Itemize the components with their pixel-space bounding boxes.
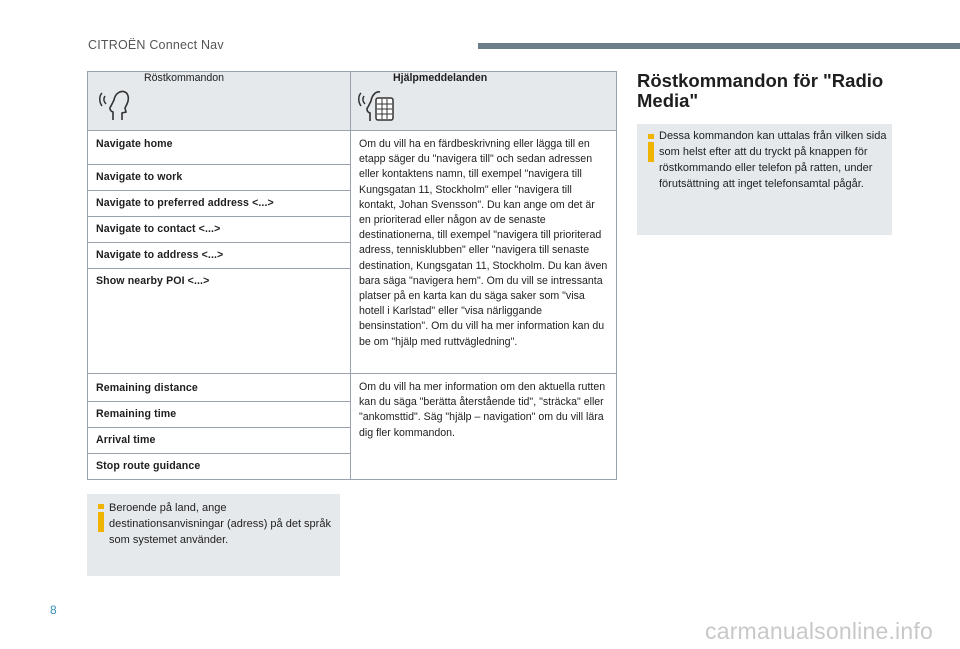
info-icon bbox=[647, 134, 655, 162]
header-bar bbox=[478, 43, 960, 49]
header-title: CITROËN Connect Nav bbox=[88, 38, 224, 52]
command-cell: Navigate to contact <...> bbox=[88, 217, 351, 243]
info-icon bbox=[97, 504, 105, 532]
command-cell: Stop route guidance bbox=[88, 454, 351, 480]
table-header-row bbox=[88, 72, 617, 131]
command-cell: Remaining distance bbox=[88, 374, 351, 402]
command-cell: Remaining time bbox=[88, 402, 351, 428]
column-header-help bbox=[351, 72, 617, 131]
command-cell: Navigate to address <...> bbox=[88, 243, 351, 269]
info-note-text: Beroende på land, ange destinationsanvisningar (adress) på det språk som systemet använder. bbox=[109, 502, 331, 546]
info-note-text: Dessa kommandon kan uttalas från vilken sida som helst efter att du tryckt på knappen för röstkommando eller telefon på ratten, under förutsättning att inget telefonsamtal pågår. bbox=[659, 130, 887, 190]
section-title: Röstkommandon för "Radio Media" bbox=[637, 70, 884, 111]
watermark: carmanualsonline.info bbox=[705, 618, 933, 644]
info-note-box bbox=[87, 494, 340, 576]
column-header-commands bbox=[88, 72, 351, 131]
command-cell: Arrival time bbox=[88, 428, 351, 454]
help-text-cell: Om du vill ha en färdbeskrivning eller lägga till en etapp säger du "navigera till" och sedan adressen eller kontaktens namn, till exempel "navigera till Kungsgatan 11, Stockholm" eller "navigera till kontakt, Johan Svensson". Du kan ange om det är en prioriterad eller någon av de senaste destinationerna, till exempel "navigera till prioriterad adress, tennisklubben" eller "navigera till senaste destination, Kungsgatan 11, Stockholm. Du kan även bara säga "navigera hem". Om du vill se intressanta platser på en karta kan du säga saker som "visa hotell i Karlstad" eller "visa närliggande bensinstation". Om du vill ha mer information kan du be om "hjälp med ruttvägledning". bbox=[351, 131, 617, 374]
command-cell: Navigate home bbox=[88, 131, 351, 165]
table-row bbox=[88, 131, 617, 165]
column-header-help-label: Hjälpmeddelanden bbox=[393, 72, 488, 84]
voice-command-table bbox=[87, 71, 617, 480]
help-message-icon bbox=[357, 84, 397, 124]
page-number: 8 bbox=[50, 603, 57, 617]
command-cell: Navigate to work bbox=[88, 165, 351, 191]
info-note-box bbox=[637, 124, 892, 235]
help-text-cell: Om du vill ha mer information om den aktuella rutten kan du säga "berätta återstående tid", "sträcka" eller "ankomsttid". Säg "hjälp – navigation" om du vill lära dig fler kommandon. bbox=[351, 374, 617, 480]
command-cell: Show nearby POI <...> bbox=[88, 269, 351, 374]
column-header-commands-label: Röstkommandon bbox=[144, 72, 225, 84]
voice-command-icon bbox=[98, 84, 132, 122]
command-cell: Navigate to preferred address <...> bbox=[88, 191, 351, 217]
table-row bbox=[88, 374, 617, 402]
